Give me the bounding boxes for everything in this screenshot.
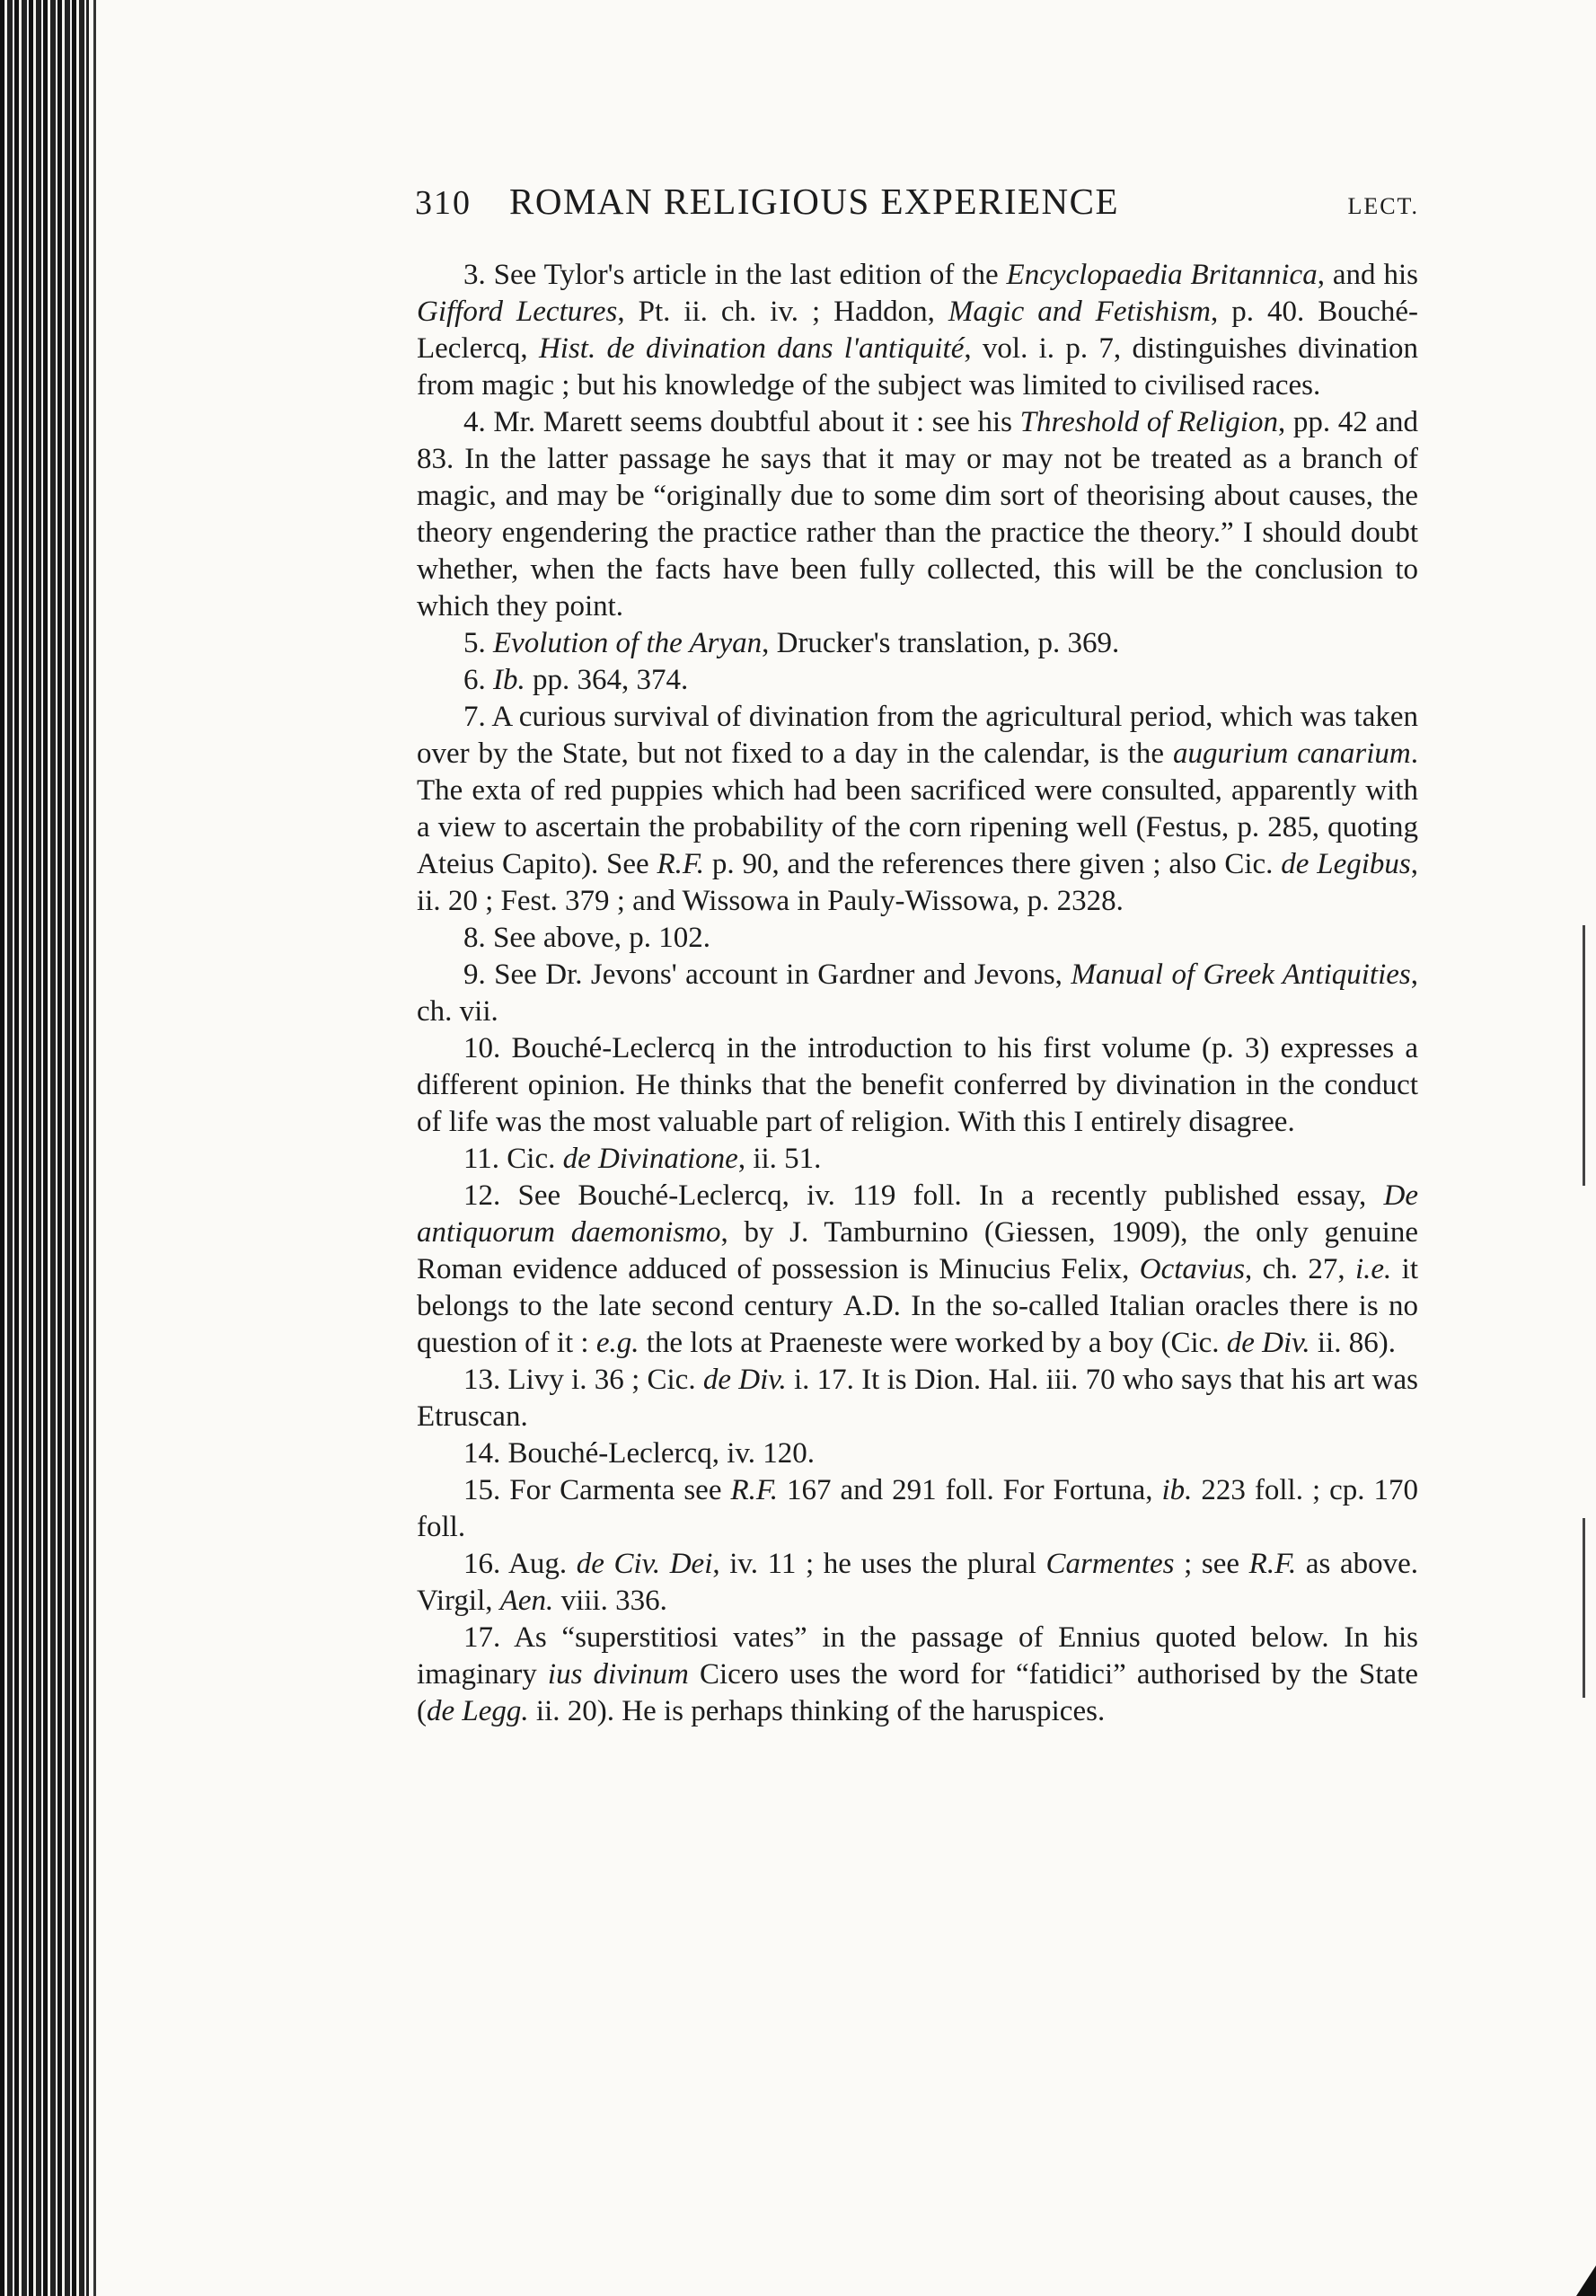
endnote-number: 10. <box>463 1032 501 1064</box>
endnote-italic-text: R.F. <box>657 848 705 880</box>
endnote-text: , and his <box>1317 259 1418 291</box>
endnote-text: , Drucker's translation, p. 369. <box>762 627 1120 659</box>
endnote-italic-text: Magic and Fetishism <box>948 296 1211 328</box>
endnote-text: Livy i. 36 ; Cic. <box>500 1364 703 1396</box>
endnote-text: . The exta of red puppies which had been sacrificed were consulted, apparently with a view to ascertain the probability of the corn ripening well (Festus, p. 285, quoting Ateius Capito). See <box>417 737 1418 880</box>
endnote-text: Cic. <box>499 1143 563 1175</box>
endnote-text: ii. 20). He is perhaps thinking of the haruspices. <box>528 1695 1106 1727</box>
endnote-text: Bouché-Leclercq, iv. 120. <box>500 1437 815 1470</box>
endnote-italic-text: de Legg. <box>427 1695 529 1727</box>
margin-mark <box>1583 925 1585 1186</box>
endnote-italic-text: De antiquorum daemonismo <box>417 1179 1418 1249</box>
endnote-text: For Carmenta see <box>500 1474 731 1506</box>
endnote-italic-text: de Divinatione <box>562 1143 738 1175</box>
endnote-text <box>486 664 493 696</box>
endnote-text: viii. 336. <box>553 1585 667 1617</box>
endnote-text: See Bouché-Leclercq, iv. 119 foll. In a recently published essay, <box>500 1179 1384 1212</box>
endnote <box>417 625 1418 662</box>
endnote-italic-text: Evolution of the Aryan <box>493 627 763 659</box>
endnote-text: Aug. <box>500 1548 577 1580</box>
endnote <box>417 1178 1418 1362</box>
endnote-italic-text: Hist. de divination dans l'antiquité <box>538 332 965 365</box>
running-title: ROMAN RELIGIOUS EXPERIENCE <box>509 181 1120 222</box>
endnote-text: , ii. 20 ; Fest. 379 ; and Wissowa in Pauly-Wissowa, p. 2328. <box>417 848 1418 917</box>
endnote-text: See above, p. 102. <box>485 922 710 954</box>
endnote-number: 14. <box>463 1437 501 1470</box>
endnote-text: In the so-called Italian oracles there is no question of it : <box>417 1290 1418 1359</box>
endnote-number: 7. <box>463 701 486 733</box>
endnote-italic-text: i.e. <box>1354 1253 1392 1285</box>
endnote-number: 6. <box>463 664 486 696</box>
endnote-number: 8. <box>463 922 486 954</box>
endnote-text: , iv. 11 ; he uses the plural <box>712 1548 1046 1580</box>
endnote-text: See Dr. Jevons' account in Gardner and Jevons, <box>485 958 1071 991</box>
endnote-italic-text: R.F. <box>1248 1548 1297 1580</box>
endnote-italic-text: augurium canarium <box>1173 737 1411 770</box>
endnote-italic-text: Encyclopaedia Britannica <box>1006 259 1318 291</box>
endnote-italic-text: Manual of Greek Antiquities <box>1071 958 1411 991</box>
endnote-text: , pp. 42 and 83. In the latter passage he says that it may or may not be treated as a branch of magic, and may be “originally due to some dim sort of theorising about causes, the theory engendering the practice rather than the practice the theory.” I should doubt whether, when the facts have been fully collected, this will be the conclusion to which they point. <box>417 406 1418 623</box>
endnote-text: See Tylor's article in the last edition of the <box>485 259 1007 291</box>
endnote-italic-text: de Div. <box>702 1364 787 1396</box>
endnote-text: 223 foll. ; cp. 170 foll. <box>417 1474 1418 1543</box>
endnote-italic-text: de Div. <box>1226 1327 1310 1359</box>
endnote-text: A curious survival of divination from the agricultural period, which was taken over by the State, but not fixed to a day in the calendar, is the <box>417 701 1418 770</box>
running-header <box>415 180 1419 223</box>
endnote-italic-text: Carmentes <box>1045 1548 1175 1580</box>
lecture-abbreviation: LECT. <box>1347 193 1419 219</box>
endnote-text: i. 17. It is Dion. Hal. iii. 70 who says that his art was Etruscan. <box>417 1364 1418 1433</box>
endnote-text: ; see <box>1174 1548 1249 1580</box>
endnote-number: 17. <box>463 1621 501 1654</box>
endnote-text: , vol. i. p. 7, distinguishes divination from magic ; but his knowledge of the subject was limited to civilised races. <box>417 332 1418 402</box>
endnote-number: 5. <box>463 627 486 659</box>
endnote <box>417 1435 1418 1472</box>
endnote <box>417 1141 1418 1178</box>
endnote-text: , by J. Tamburnino (Giessen, 1909), the only genuine Roman evidence adduced of possession is Minucius Felix, <box>417 1216 1418 1285</box>
margin-mark <box>1583 1518 1585 1698</box>
endnote-number: 3. <box>463 259 486 291</box>
endnote-number: 11. <box>463 1143 500 1175</box>
endnote-text: , ch. vii. <box>417 958 1418 1028</box>
endnote-text: pp. 364, 374. <box>525 664 689 696</box>
endnote-number: 4. <box>463 406 486 438</box>
endnote-italic-text: Octavius <box>1139 1253 1246 1285</box>
endnote <box>417 957 1418 1030</box>
endnote-text: , ch. 27, <box>1245 1253 1355 1285</box>
endnote-text <box>486 627 493 659</box>
endnote <box>417 257 1418 404</box>
endnote-italic-text: e.g. <box>595 1327 639 1359</box>
endnote <box>417 1472 1418 1546</box>
endnote-italic-text: Gifford Lectures <box>417 296 618 328</box>
endnote-number: 12. <box>463 1179 501 1212</box>
endnote-text: Cicero uses the word for “fatidici” authorised by the State ( <box>417 1658 1419 1727</box>
endnote-text: A.D. <box>842 1290 901 1322</box>
endnote-text: As “superstitiosi vates” in the passage of Ennius quoted below. In his imaginary <box>417 1621 1418 1691</box>
endnote-text: , Pt. ii. ch. iv. ; Haddon, <box>617 296 948 328</box>
endnote-text: Mr. Marett seems doubtful about it : see his <box>485 406 1020 438</box>
endnote-text: 167 and 291 foll. For Fortuna, <box>778 1474 1162 1506</box>
endnote-number: 13. <box>463 1364 501 1396</box>
binding-shadow <box>86 0 99 2296</box>
endnote <box>417 699 1418 920</box>
endnote-text: as above. Virgil, <box>417 1548 1418 1617</box>
endnote-italic-text: Aen. <box>499 1585 554 1617</box>
endnote-number: 15. <box>463 1474 501 1506</box>
endnote-text: the lots at Praeneste were worked by a boy (Cic. <box>639 1327 1227 1359</box>
endnote-number: 16. <box>463 1548 501 1580</box>
endnote-italic-text: ib. <box>1161 1474 1193 1506</box>
endnote-text: ii. 86). <box>1309 1327 1396 1359</box>
endnote-text: Bouché-Leclercq in the introduction to his first volume (p. 3) expresses a different opinion. He thinks that the benefit conferred by divination in the conduct of life was the most valuable part of religion. With this I entirely disagree. <box>417 1032 1418 1138</box>
page-corner-mark <box>1576 2265 1596 2296</box>
endnote <box>417 1546 1418 1620</box>
endnote-text: p. 90, and the references there given ; also Cic. <box>704 848 1282 880</box>
endnote <box>417 1362 1418 1435</box>
endnote <box>417 662 1418 699</box>
endnote-italic-text: de Civ. Dei <box>576 1548 713 1580</box>
page-number: 310 <box>415 184 472 222</box>
endnote-italic-text: ius divinum <box>547 1658 689 1691</box>
endnote-text: , ii. 51. <box>737 1143 822 1175</box>
endnote <box>417 1620 1418 1730</box>
endnote-number: 9. <box>463 958 486 991</box>
book-binding-edge <box>0 0 99 2296</box>
endnote <box>417 920 1418 957</box>
endnote <box>417 1030 1418 1141</box>
endnote-italic-text: de Legibus <box>1281 848 1411 880</box>
endnote-italic-text: Ib. <box>493 664 525 696</box>
endnote-italic-text: R.F. <box>730 1474 779 1506</box>
endnote-text: , p. 40. Bouché-Leclercq, <box>417 296 1418 365</box>
endnote <box>417 404 1418 625</box>
endnote-italic-text: Threshold of Religion <box>1019 406 1278 438</box>
endnote-text: it belongs to the late second century <box>417 1253 1418 1322</box>
endnotes <box>417 257 1418 1730</box>
